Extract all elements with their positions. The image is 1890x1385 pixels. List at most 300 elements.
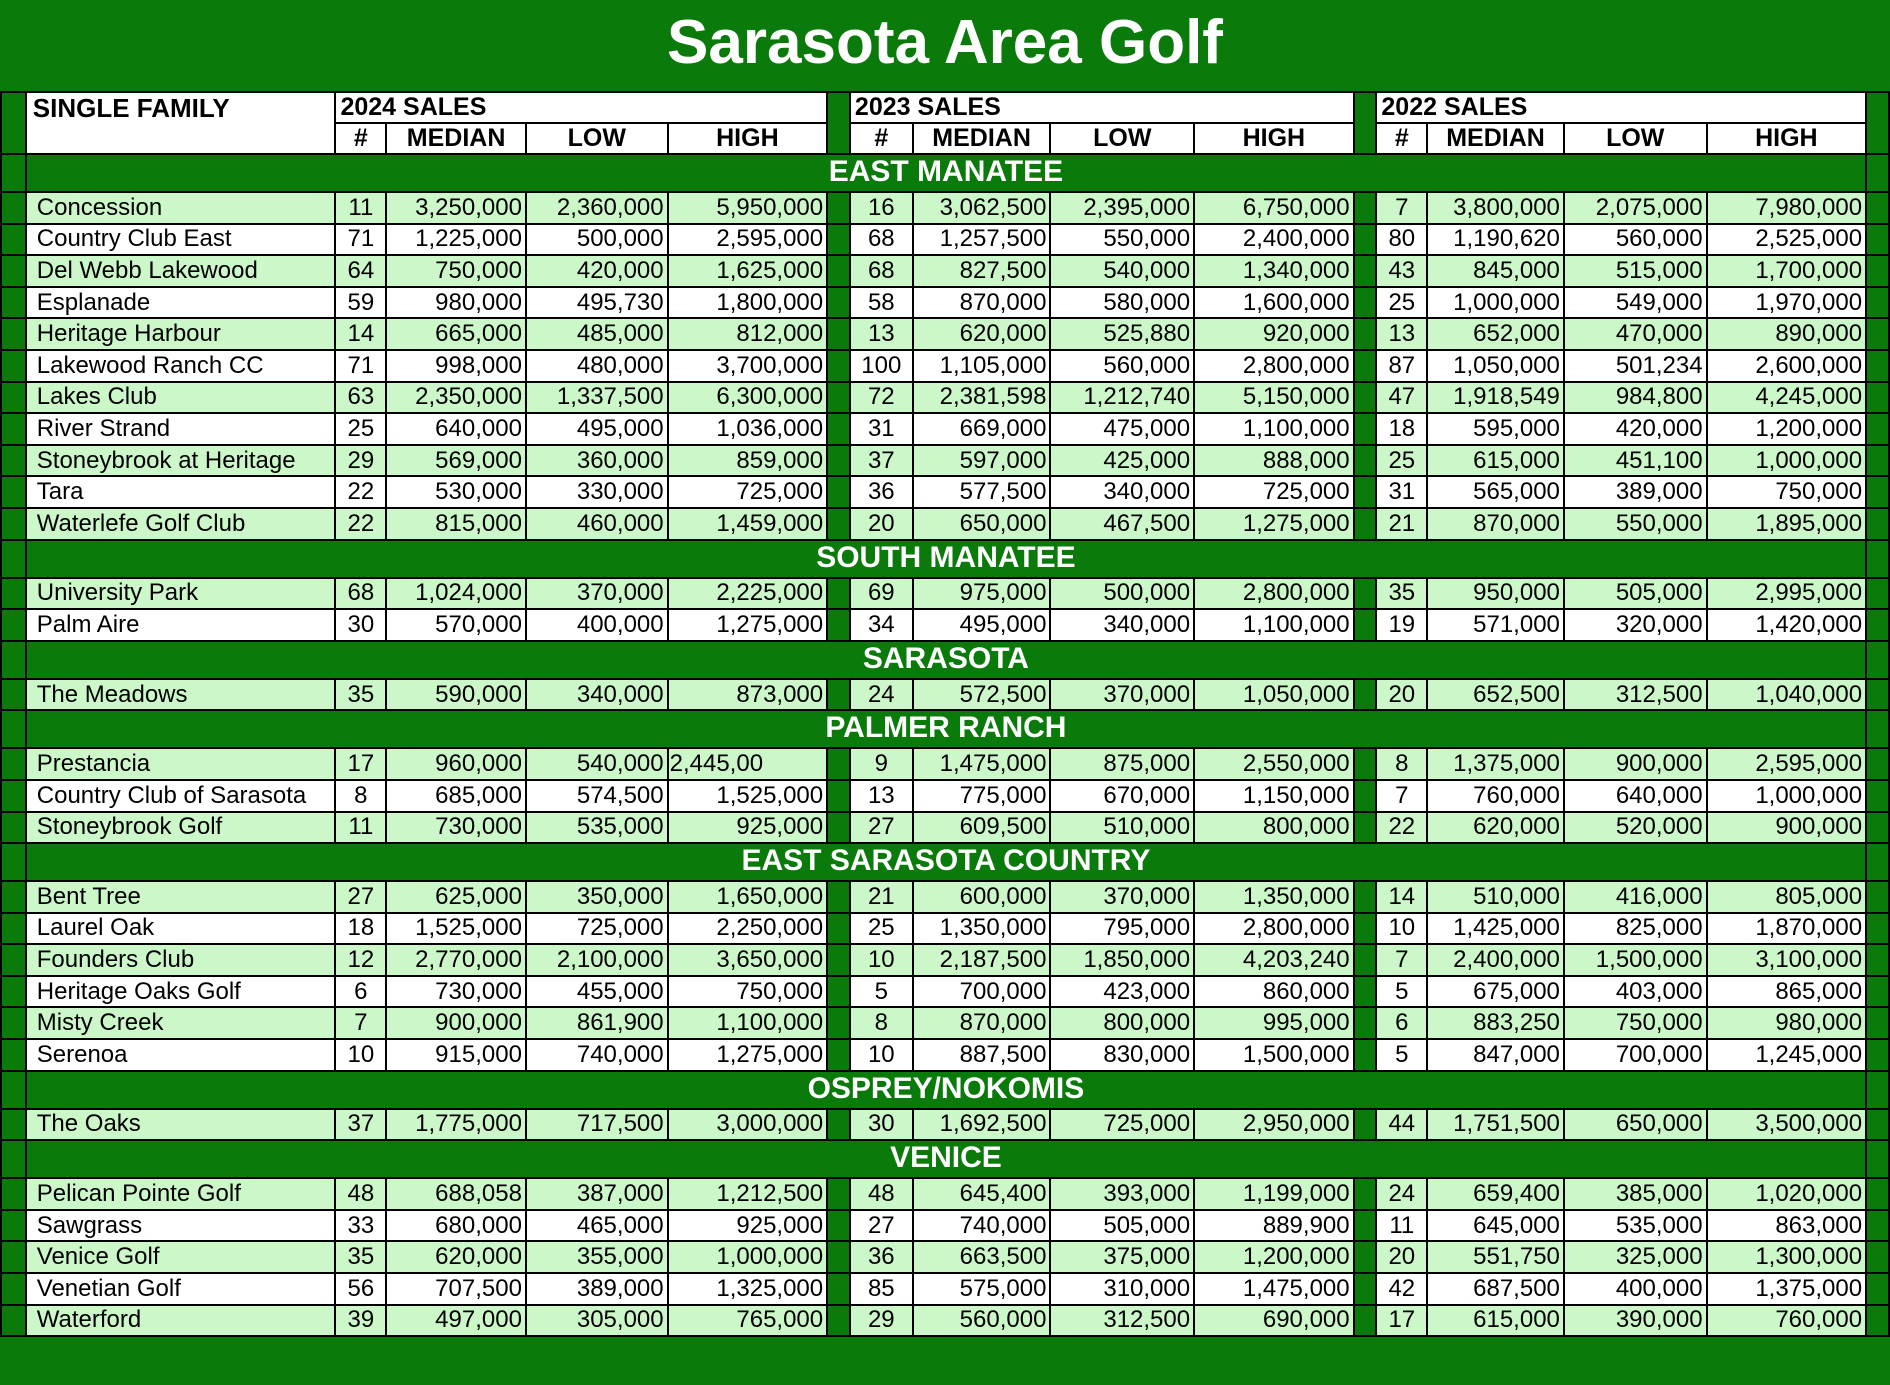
section-header bbox=[1, 843, 1889, 878]
col-high-2022: HIGH bbox=[1707, 123, 1867, 154]
count-2022-cell: 8 bbox=[1376, 748, 1427, 780]
count-2022-cell: 20 bbox=[1376, 1241, 1427, 1273]
median-2023-cell: 575,000 bbox=[913, 1273, 1051, 1305]
community-name: Country Club of Sarasota bbox=[26, 780, 336, 812]
median-2022-cell: 1,000,000 bbox=[1427, 287, 1564, 319]
median-2023-cell: 1,350,000 bbox=[913, 913, 1051, 945]
table-row bbox=[1, 192, 1889, 224]
high-2022-cell: 1,020,000 bbox=[1707, 1178, 1867, 1210]
median-2024-cell: 915,000 bbox=[386, 1039, 526, 1071]
high-2023-cell: 1,275,000 bbox=[1194, 508, 1354, 540]
count-2023-cell: 20 bbox=[850, 508, 913, 540]
community-name: Concession bbox=[26, 192, 336, 224]
high-2022-cell: 3,500,000 bbox=[1707, 1109, 1867, 1141]
median-2024-cell: 900,000 bbox=[386, 1007, 526, 1039]
count-2022-cell: 10 bbox=[1376, 913, 1427, 945]
median-2023-cell: 870,000 bbox=[913, 1007, 1051, 1039]
high-2024-cell: 3,000,000 bbox=[668, 1109, 828, 1141]
high-2024-cell: 1,275,000 bbox=[668, 609, 828, 641]
high-2023-cell: 888,000 bbox=[1194, 445, 1354, 477]
high-2023-cell: 920,000 bbox=[1194, 318, 1354, 350]
median-2023-cell: 1,692,500 bbox=[913, 1109, 1051, 1141]
low-2024-cell: 485,000 bbox=[526, 318, 668, 350]
low-2022-cell: 984,800 bbox=[1564, 382, 1707, 414]
count-2024-cell: 39 bbox=[335, 1305, 386, 1337]
median-2022-cell: 615,000 bbox=[1427, 1305, 1564, 1337]
high-2022-cell: 760,000 bbox=[1707, 1305, 1867, 1337]
high-2023-cell: 1,600,000 bbox=[1194, 287, 1354, 319]
high-2022-cell: 2,525,000 bbox=[1707, 224, 1867, 256]
col-low-2024: LOW bbox=[526, 123, 668, 154]
col-low-2022: LOW bbox=[1564, 123, 1707, 154]
low-2024-cell: 370,000 bbox=[526, 578, 668, 610]
high-2023-cell: 2,800,000 bbox=[1194, 350, 1354, 382]
high-2024-cell: 725,000 bbox=[668, 476, 828, 508]
count-2023-cell: 16 bbox=[850, 192, 913, 224]
median-2022-cell: 845,000 bbox=[1427, 255, 1564, 287]
table-row bbox=[1, 944, 1889, 976]
median-2023-cell: 1,475,000 bbox=[913, 748, 1051, 780]
count-2023-cell: 13 bbox=[850, 318, 913, 350]
median-2024-cell: 625,000 bbox=[386, 881, 526, 913]
low-2024-cell: 495,000 bbox=[526, 413, 668, 445]
median-2023-cell: 620,000 bbox=[913, 318, 1051, 350]
section-header bbox=[1, 540, 1889, 575]
median-2022-cell: 883,250 bbox=[1427, 1007, 1564, 1039]
low-2022-cell: 389,000 bbox=[1564, 476, 1707, 508]
count-2024-cell: 18 bbox=[335, 913, 386, 945]
median-2022-cell: 687,500 bbox=[1427, 1273, 1564, 1305]
count-2024-cell: 14 bbox=[335, 318, 386, 350]
high-2022-cell: 2,995,000 bbox=[1707, 578, 1867, 610]
median-2023-cell: 1,257,500 bbox=[913, 224, 1051, 256]
section-title: VENICE bbox=[26, 1140, 1866, 1175]
low-2024-cell: 355,000 bbox=[526, 1241, 668, 1273]
col-high-2024: HIGH bbox=[668, 123, 828, 154]
count-2024-cell: 11 bbox=[335, 812, 386, 844]
high-2022-cell: 1,895,000 bbox=[1707, 508, 1867, 540]
table-row bbox=[1, 508, 1889, 540]
high-2024-cell: 1,036,000 bbox=[668, 413, 828, 445]
count-2022-cell: 42 bbox=[1376, 1273, 1427, 1305]
high-2023-cell: 995,000 bbox=[1194, 1007, 1354, 1039]
median-2022-cell: 571,000 bbox=[1427, 609, 1564, 641]
low-2023-cell: 725,000 bbox=[1050, 1109, 1194, 1141]
count-2024-cell: 25 bbox=[335, 413, 386, 445]
median-2024-cell: 3,250,000 bbox=[386, 192, 526, 224]
count-2023-cell: 68 bbox=[850, 224, 913, 256]
low-2024-cell: 460,000 bbox=[526, 508, 668, 540]
median-2023-cell: 887,500 bbox=[913, 1039, 1051, 1071]
count-2022-cell: 6 bbox=[1376, 1007, 1427, 1039]
year-header-row bbox=[1, 92, 1889, 123]
section-header bbox=[1, 154, 1889, 189]
low-2023-cell: 510,000 bbox=[1050, 812, 1194, 844]
high-2022-cell: 890,000 bbox=[1707, 318, 1867, 350]
table-row bbox=[1, 1305, 1889, 1337]
high-2023-cell: 1,200,000 bbox=[1194, 1241, 1354, 1273]
count-2022-cell: 5 bbox=[1376, 976, 1427, 1008]
count-2022-cell: 80 bbox=[1376, 224, 1427, 256]
median-2023-cell: 2,187,500 bbox=[913, 944, 1051, 976]
high-2023-cell: 6,750,000 bbox=[1194, 192, 1354, 224]
median-2024-cell: 750,000 bbox=[386, 255, 526, 287]
median-2023-cell: 3,062,500 bbox=[913, 192, 1051, 224]
low-2022-cell: 416,000 bbox=[1564, 881, 1707, 913]
low-2023-cell: 475,000 bbox=[1050, 413, 1194, 445]
median-2022-cell: 551,750 bbox=[1427, 1241, 1564, 1273]
median-2024-cell: 998,000 bbox=[386, 350, 526, 382]
community-name: Stoneybrook at Heritage bbox=[26, 445, 336, 477]
median-2024-cell: 1,775,000 bbox=[386, 1109, 526, 1141]
median-2023-cell: 870,000 bbox=[913, 287, 1051, 319]
low-2023-cell: 580,000 bbox=[1050, 287, 1194, 319]
section-header bbox=[1, 641, 1889, 676]
median-2023-cell: 609,500 bbox=[913, 812, 1051, 844]
low-2023-cell: 423,000 bbox=[1050, 976, 1194, 1008]
count-2024-cell: 12 bbox=[335, 944, 386, 976]
low-2022-cell: 700,000 bbox=[1564, 1039, 1707, 1071]
high-2024-cell: 1,650,000 bbox=[668, 881, 828, 913]
count-2022-cell: 14 bbox=[1376, 881, 1427, 913]
median-2023-cell: 650,000 bbox=[913, 508, 1051, 540]
median-2023-cell: 663,500 bbox=[913, 1241, 1051, 1273]
median-2022-cell: 510,000 bbox=[1427, 881, 1564, 913]
high-2024-cell: 750,000 bbox=[668, 976, 828, 1008]
low-2022-cell: 470,000 bbox=[1564, 318, 1707, 350]
table-row bbox=[1, 1007, 1889, 1039]
community-name: Sawgrass bbox=[26, 1210, 336, 1242]
count-2024-cell: 68 bbox=[335, 578, 386, 610]
count-2023-cell: 21 bbox=[850, 881, 913, 913]
low-2024-cell: 305,000 bbox=[526, 1305, 668, 1337]
high-2023-cell: 2,950,000 bbox=[1194, 1109, 1354, 1141]
count-2023-cell: 30 bbox=[850, 1109, 913, 1141]
table-row bbox=[1, 445, 1889, 477]
high-2024-cell: 2,225,000 bbox=[668, 578, 828, 610]
low-2022-cell: 640,000 bbox=[1564, 780, 1707, 812]
table-row bbox=[1, 679, 1889, 711]
count-2023-cell: 24 bbox=[850, 679, 913, 711]
high-2022-cell: 1,970,000 bbox=[1707, 287, 1867, 319]
high-2023-cell: 725,000 bbox=[1194, 476, 1354, 508]
low-2022-cell: 549,000 bbox=[1564, 287, 1707, 319]
high-2024-cell: 1,800,000 bbox=[668, 287, 828, 319]
low-2022-cell: 505,000 bbox=[1564, 578, 1707, 610]
high-2022-cell: 1,200,000 bbox=[1707, 413, 1867, 445]
community-name: Venice Golf bbox=[26, 1241, 336, 1273]
community-name: Founders Club bbox=[26, 944, 336, 976]
median-2024-cell: 590,000 bbox=[386, 679, 526, 711]
count-2023-cell: 85 bbox=[850, 1273, 913, 1305]
low-2023-cell: 370,000 bbox=[1050, 881, 1194, 913]
high-2024-cell: 3,650,000 bbox=[668, 944, 828, 976]
median-2022-cell: 847,000 bbox=[1427, 1039, 1564, 1071]
high-2024-cell: 2,250,000 bbox=[668, 913, 828, 945]
section-header bbox=[1, 1071, 1889, 1106]
low-2024-cell: 330,000 bbox=[526, 476, 668, 508]
col-high-2023: HIGH bbox=[1194, 123, 1354, 154]
low-2022-cell: 420,000 bbox=[1564, 413, 1707, 445]
median-2022-cell: 870,000 bbox=[1427, 508, 1564, 540]
median-2023-cell: 827,500 bbox=[913, 255, 1051, 287]
count-2024-cell: 63 bbox=[335, 382, 386, 414]
low-2023-cell: 370,000 bbox=[1050, 679, 1194, 711]
count-2024-cell: 64 bbox=[335, 255, 386, 287]
low-2022-cell: 312,500 bbox=[1564, 679, 1707, 711]
table-row bbox=[1, 609, 1889, 641]
median-2023-cell: 740,000 bbox=[913, 1210, 1051, 1242]
median-2024-cell: 2,770,000 bbox=[386, 944, 526, 976]
count-2024-cell: 48 bbox=[335, 1178, 386, 1210]
low-2022-cell: 900,000 bbox=[1564, 748, 1707, 780]
section-title: EAST MANATEE bbox=[26, 154, 1866, 189]
community-name: Esplanade bbox=[26, 287, 336, 319]
table-row bbox=[1, 318, 1889, 350]
count-2023-cell: 27 bbox=[850, 1210, 913, 1242]
count-2023-cell: 68 bbox=[850, 255, 913, 287]
high-2023-cell: 889,900 bbox=[1194, 1210, 1354, 1242]
median-2024-cell: 1,225,000 bbox=[386, 224, 526, 256]
count-2023-cell: 29 bbox=[850, 1305, 913, 1337]
community-name: Palm Aire bbox=[26, 609, 336, 641]
count-2024-cell: 56 bbox=[335, 1273, 386, 1305]
low-2024-cell: 717,500 bbox=[526, 1109, 668, 1141]
low-2022-cell: 560,000 bbox=[1564, 224, 1707, 256]
high-2023-cell: 2,400,000 bbox=[1194, 224, 1354, 256]
table-row bbox=[1, 913, 1889, 945]
median-2024-cell: 960,000 bbox=[386, 748, 526, 780]
median-2022-cell: 645,000 bbox=[1427, 1210, 1564, 1242]
high-2023-cell: 1,150,000 bbox=[1194, 780, 1354, 812]
low-2023-cell: 500,000 bbox=[1050, 578, 1194, 610]
community-name: Venetian Golf bbox=[26, 1273, 336, 1305]
high-2024-cell: 2,595,000 bbox=[668, 224, 828, 256]
median-2022-cell: 615,000 bbox=[1427, 445, 1564, 477]
category-label: SINGLE FAMILY bbox=[26, 92, 336, 154]
high-2022-cell: 805,000 bbox=[1707, 881, 1867, 913]
high-2022-cell: 7,980,000 bbox=[1707, 192, 1867, 224]
median-2024-cell: 569,000 bbox=[386, 445, 526, 477]
col-count-2024: # bbox=[335, 123, 386, 154]
low-2022-cell: 390,000 bbox=[1564, 1305, 1707, 1337]
median-2024-cell: 980,000 bbox=[386, 287, 526, 319]
count-2024-cell: 29 bbox=[335, 445, 386, 477]
median-2022-cell: 950,000 bbox=[1427, 578, 1564, 610]
high-2023-cell: 1,350,000 bbox=[1194, 881, 1354, 913]
low-2024-cell: 389,000 bbox=[526, 1273, 668, 1305]
community-name: Laurel Oak bbox=[26, 913, 336, 945]
count-2023-cell: 100 bbox=[850, 350, 913, 382]
median-2022-cell: 659,400 bbox=[1427, 1178, 1564, 1210]
count-2023-cell: 36 bbox=[850, 1241, 913, 1273]
count-2022-cell: 25 bbox=[1376, 287, 1427, 319]
community-name: Lakewood Ranch CC bbox=[26, 350, 336, 382]
low-2024-cell: 455,000 bbox=[526, 976, 668, 1008]
count-2022-cell: 35 bbox=[1376, 578, 1427, 610]
median-2022-cell: 2,400,000 bbox=[1427, 944, 1564, 976]
high-2024-cell: 2,445,00 bbox=[668, 748, 828, 780]
low-2022-cell: 400,000 bbox=[1564, 1273, 1707, 1305]
high-2024-cell: 925,000 bbox=[668, 1210, 828, 1242]
table-row bbox=[1, 976, 1889, 1008]
count-2024-cell: 11 bbox=[335, 192, 386, 224]
median-2023-cell: 495,000 bbox=[913, 609, 1051, 641]
low-2024-cell: 1,337,500 bbox=[526, 382, 668, 414]
low-2023-cell: 467,500 bbox=[1050, 508, 1194, 540]
median-2024-cell: 640,000 bbox=[386, 413, 526, 445]
median-2024-cell: 688,058 bbox=[386, 1178, 526, 1210]
high-2023-cell: 1,340,000 bbox=[1194, 255, 1354, 287]
community-name: Waterford bbox=[26, 1305, 336, 1337]
low-2024-cell: 540,000 bbox=[526, 748, 668, 780]
count-2024-cell: 22 bbox=[335, 508, 386, 540]
high-2024-cell: 1,275,000 bbox=[668, 1039, 828, 1071]
low-2024-cell: 2,100,000 bbox=[526, 944, 668, 976]
low-2024-cell: 574,500 bbox=[526, 780, 668, 812]
count-2022-cell: 5 bbox=[1376, 1039, 1427, 1071]
low-2023-cell: 393,000 bbox=[1050, 1178, 1194, 1210]
count-2022-cell: 19 bbox=[1376, 609, 1427, 641]
high-2023-cell: 690,000 bbox=[1194, 1305, 1354, 1337]
median-2024-cell: 2,350,000 bbox=[386, 382, 526, 414]
table-row bbox=[1, 578, 1889, 610]
median-2022-cell: 3,800,000 bbox=[1427, 192, 1564, 224]
community-name: The Meadows bbox=[26, 679, 336, 711]
high-2024-cell: 1,625,000 bbox=[668, 255, 828, 287]
low-2022-cell: 750,000 bbox=[1564, 1007, 1707, 1039]
section-title: SARASOTA bbox=[26, 641, 1866, 676]
community-name: Prestancia bbox=[26, 748, 336, 780]
median-2023-cell: 577,500 bbox=[913, 476, 1051, 508]
count-2024-cell: 6 bbox=[335, 976, 386, 1008]
community-name: Pelican Pointe Golf bbox=[26, 1178, 336, 1210]
count-2022-cell: 87 bbox=[1376, 350, 1427, 382]
median-2023-cell: 600,000 bbox=[913, 881, 1051, 913]
count-2024-cell: 10 bbox=[335, 1039, 386, 1071]
section-header bbox=[1, 1140, 1889, 1175]
median-2023-cell: 775,000 bbox=[913, 780, 1051, 812]
count-2022-cell: 24 bbox=[1376, 1178, 1427, 1210]
col-count-2023: # bbox=[850, 123, 913, 154]
high-2024-cell: 812,000 bbox=[668, 318, 828, 350]
median-2023-cell: 700,000 bbox=[913, 976, 1051, 1008]
high-2024-cell: 1,000,000 bbox=[668, 1241, 828, 1273]
count-2022-cell: 22 bbox=[1376, 812, 1427, 844]
low-2022-cell: 825,000 bbox=[1564, 913, 1707, 945]
table-row bbox=[1, 748, 1889, 780]
high-2022-cell: 1,000,000 bbox=[1707, 445, 1867, 477]
low-2023-cell: 425,000 bbox=[1050, 445, 1194, 477]
count-2023-cell: 10 bbox=[850, 944, 913, 976]
high-2023-cell: 4,203,240 bbox=[1194, 944, 1354, 976]
community-name: Del Webb Lakewood bbox=[26, 255, 336, 287]
table-footer bbox=[1, 1336, 1889, 1376]
low-2024-cell: 340,000 bbox=[526, 679, 668, 711]
low-2024-cell: 465,000 bbox=[526, 1210, 668, 1242]
low-2022-cell: 325,000 bbox=[1564, 1241, 1707, 1273]
count-2024-cell: 59 bbox=[335, 287, 386, 319]
high-2022-cell: 1,245,000 bbox=[1707, 1039, 1867, 1071]
count-2024-cell: 71 bbox=[335, 224, 386, 256]
count-2022-cell: 43 bbox=[1376, 255, 1427, 287]
high-2022-cell: 1,420,000 bbox=[1707, 609, 1867, 641]
count-2023-cell: 34 bbox=[850, 609, 913, 641]
section-title: PALMER RANCH bbox=[26, 710, 1866, 745]
table-row bbox=[1, 1210, 1889, 1242]
median-2022-cell: 1,050,000 bbox=[1427, 350, 1564, 382]
col-median-2024: MEDIAN bbox=[386, 123, 526, 154]
low-2024-cell: 495,730 bbox=[526, 287, 668, 319]
median-2024-cell: 570,000 bbox=[386, 609, 526, 641]
year-2024-label: 2024 SALES bbox=[335, 92, 827, 123]
table-row bbox=[1, 812, 1889, 844]
low-2024-cell: 360,000 bbox=[526, 445, 668, 477]
low-2023-cell: 830,000 bbox=[1050, 1039, 1194, 1071]
community-name: Heritage Harbour bbox=[26, 318, 336, 350]
high-2023-cell: 1,500,000 bbox=[1194, 1039, 1354, 1071]
median-2024-cell: 815,000 bbox=[386, 508, 526, 540]
median-2022-cell: 1,190,620 bbox=[1427, 224, 1564, 256]
low-2022-cell: 550,000 bbox=[1564, 508, 1707, 540]
median-2024-cell: 497,000 bbox=[386, 1305, 526, 1337]
high-2023-cell: 1,100,000 bbox=[1194, 413, 1354, 445]
table-row bbox=[1, 1273, 1889, 1305]
high-2024-cell: 859,000 bbox=[668, 445, 828, 477]
year-2023-label: 2023 SALES bbox=[850, 92, 1354, 123]
sales-table bbox=[0, 91, 1890, 1376]
col-median-2023: MEDIAN bbox=[913, 123, 1051, 154]
count-2024-cell: 35 bbox=[335, 1241, 386, 1273]
count-2023-cell: 58 bbox=[850, 287, 913, 319]
community-name: Bent Tree bbox=[26, 881, 336, 913]
table-row bbox=[1, 1178, 1889, 1210]
table-row bbox=[1, 1241, 1889, 1273]
low-2023-cell: 340,000 bbox=[1050, 476, 1194, 508]
high-2023-cell: 2,550,000 bbox=[1194, 748, 1354, 780]
community-name: The Oaks bbox=[26, 1109, 336, 1141]
count-2024-cell: 7 bbox=[335, 1007, 386, 1039]
median-2024-cell: 685,000 bbox=[386, 780, 526, 812]
low-2024-cell: 861,900 bbox=[526, 1007, 668, 1039]
high-2024-cell: 1,325,000 bbox=[668, 1273, 828, 1305]
high-2024-cell: 925,000 bbox=[668, 812, 828, 844]
count-2023-cell: 36 bbox=[850, 476, 913, 508]
table-row bbox=[1, 1039, 1889, 1071]
low-2022-cell: 650,000 bbox=[1564, 1109, 1707, 1141]
median-2024-cell: 680,000 bbox=[386, 1210, 526, 1242]
low-2022-cell: 403,000 bbox=[1564, 976, 1707, 1008]
col-low-2023: LOW bbox=[1050, 123, 1194, 154]
count-2023-cell: 25 bbox=[850, 913, 913, 945]
low-2023-cell: 2,395,000 bbox=[1050, 192, 1194, 224]
low-2022-cell: 520,000 bbox=[1564, 812, 1707, 844]
count-2022-cell: 17 bbox=[1376, 1305, 1427, 1337]
high-2022-cell: 900,000 bbox=[1707, 812, 1867, 844]
low-2023-cell: 525,880 bbox=[1050, 318, 1194, 350]
table-row bbox=[1, 287, 1889, 319]
median-2022-cell: 1,918,549 bbox=[1427, 382, 1564, 414]
count-2022-cell: 7 bbox=[1376, 944, 1427, 976]
low-2023-cell: 1,212,740 bbox=[1050, 382, 1194, 414]
high-2022-cell: 1,870,000 bbox=[1707, 913, 1867, 945]
community-name: Country Club East bbox=[26, 224, 336, 256]
high-2023-cell: 2,800,000 bbox=[1194, 913, 1354, 945]
low-2023-cell: 540,000 bbox=[1050, 255, 1194, 287]
median-2022-cell: 652,500 bbox=[1427, 679, 1564, 711]
high-2024-cell: 1,459,000 bbox=[668, 508, 828, 540]
high-2022-cell: 863,000 bbox=[1707, 1210, 1867, 1242]
